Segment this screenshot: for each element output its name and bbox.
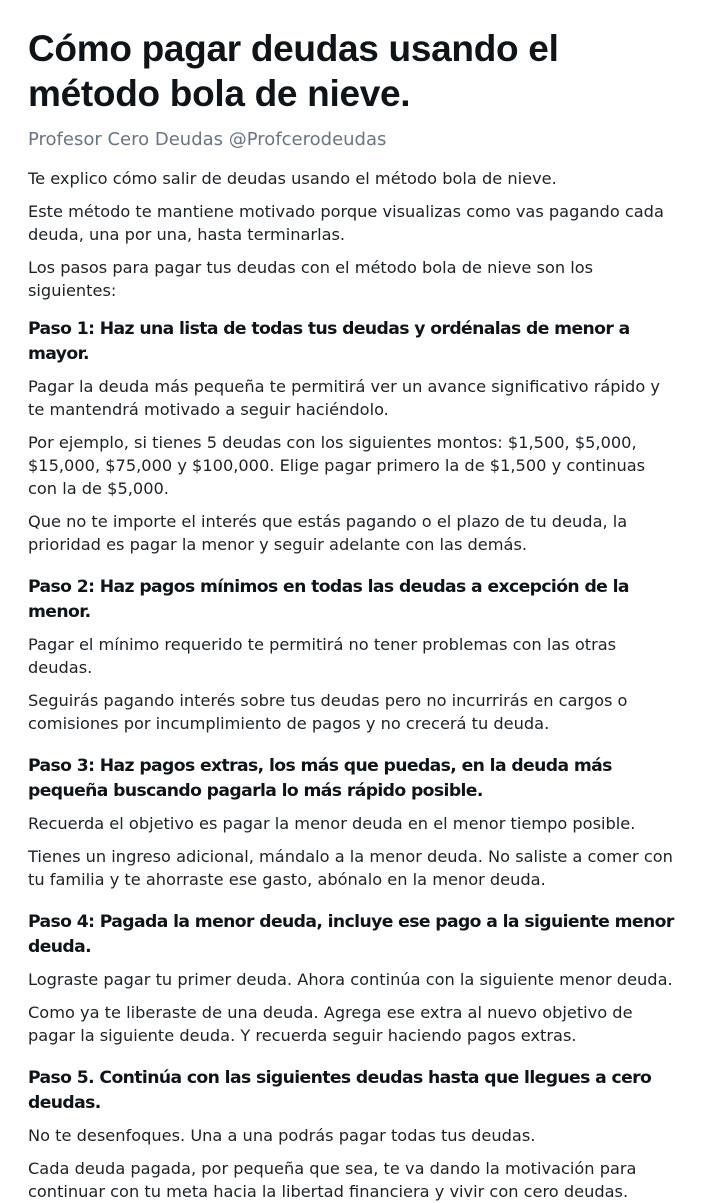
step-paragraph: Pagar la deuda más pequeña te permitirá ver un avance significativo rápido y te mantendrá motivado a seguir haciéndolo. — [28, 377, 660, 419]
step-4-section — [28, 910, 675, 1047]
intro-paragraph: Te explico cómo salir de deudas usando el método bola de nieve. — [28, 169, 557, 188]
step-paragraph: No te desenfoques. Una a una podrás pagar todas tus deudas. — [28, 1126, 536, 1145]
step-3-heading: Paso 3: Haz pagos extras, los más que puedas, en la deuda más pequeña buscando pagarla lo más rápido posible. — [28, 756, 612, 801]
step-paragraph: Tienes un ingreso adicional, mándalo a la menor deuda. No saliste a comer con tu familia y te ahorraste ese gasto, abónalo en la menor deuda. — [28, 847, 673, 889]
step-2-section — [28, 575, 675, 735]
step-paragraph: Como ya te liberaste de una deuda. Agrega ese extra al nuevo objetivo de pagar la siguiente deuda. Y recuerda seguir haciendo pagos extras. — [28, 1003, 633, 1045]
step-paragraph: Por ejemplo, si tienes 5 deudas con los siguientes montos: $1,500, $5,000, $15,000, $75,000 y $100,000. Elige pagar primero la de $1,500 y continuas con la de $5,000. — [28, 433, 646, 498]
intro-paragraph: Los pasos para pagar tus deudas con el método bola de nieve son los siguientes: — [28, 258, 594, 300]
article-author[interactable]: Profesor Cero Deudas @Profcerodeudas — [28, 129, 387, 150]
step-2-heading: Paso 2: Haz pagos mínimos en todas las deudas a excepción de la menor. — [28, 577, 629, 622]
step-paragraph: Seguirás pagando interés sobre tus deudas pero no incurrirás en cargos o comisiones por incumplimiento de pagos y no crecerá tu deuda. — [28, 691, 628, 733]
step-paragraph: Recuerda el objetivo es pagar la menor deuda en el menor tiempo posible. — [28, 814, 636, 833]
step-5-section — [28, 1066, 675, 1203]
step-1-heading: Paso 1: Haz una lista de todas tus deudas y ordénalas de menor a mayor. — [28, 319, 630, 364]
step-4-heading: Paso 4: Pagada la menor deuda, incluye ese pago a la siguiente menor deuda. — [28, 912, 674, 957]
step-1-section — [28, 317, 675, 556]
article-title: Cómo pagar deudas usando el método bola de nieve. — [28, 28, 559, 114]
step-5-heading: Paso 5. Continúa con las siguientes deudas hasta que llegues a cero deudas. — [28, 1068, 652, 1113]
intro-paragraph: Este método te mantiene motivado porque visualizas como vas pagando cada deuda, una por una, hasta terminarlas. — [28, 202, 664, 244]
step-paragraph: Pagar el mínimo requerido te permitirá no tener problemas con las otras deudas. — [28, 635, 617, 677]
step-3-section — [28, 754, 675, 891]
step-paragraph: Cada deuda pagada, por pequeña que sea, te va dando la motivación para continuar con tu meta hacia la libertad financiera y vivir con cero deudas. — [28, 1159, 637, 1201]
step-paragraph: Lograste pagar tu primer deuda. Ahora continúa con la siguiente menor deuda. — [28, 970, 673, 989]
step-paragraph: Que no te importe el interés que estás pagando o el plazo de tu deuda, la prioridad es pagar la menor y seguir adelante con las demás. — [28, 512, 628, 554]
